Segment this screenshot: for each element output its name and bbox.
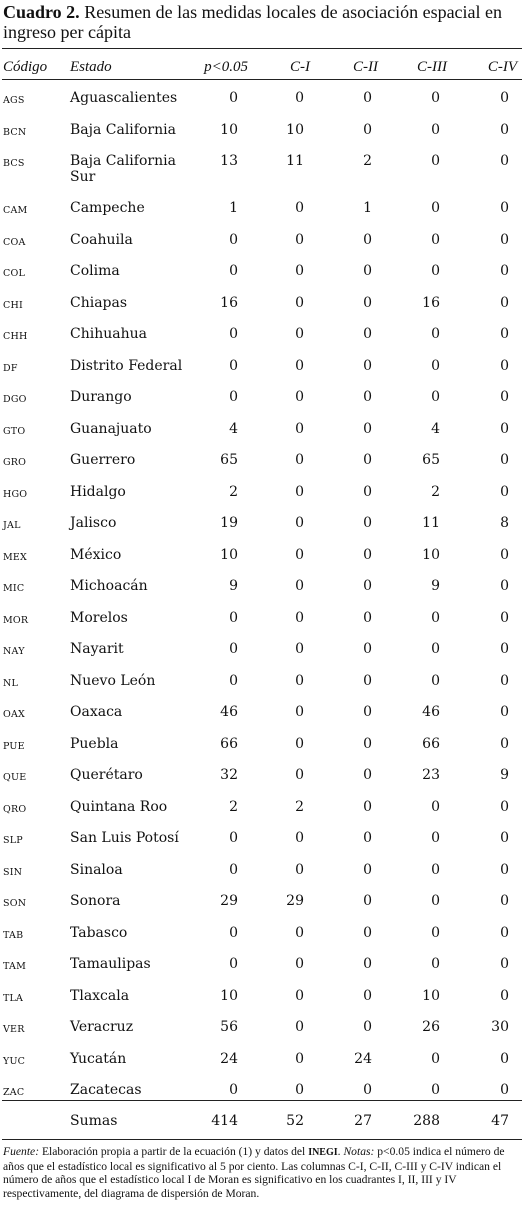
totals-c3: 288 — [413, 1113, 440, 1129]
value-c2: 0 — [363, 830, 372, 846]
value-p: 66 — [220, 735, 238, 752]
value-c2: 0 — [363, 263, 372, 279]
state-code: CHI — [3, 299, 23, 311]
value-c4: 0 — [500, 326, 509, 342]
value-c4: 0 — [500, 420, 509, 437]
state-name: Quintana Roo — [70, 798, 168, 815]
header-c4: C-IV — [487, 59, 517, 75]
value-p: 2 — [229, 798, 238, 815]
totals-c2: 27 — [354, 1113, 372, 1129]
value-c4: 0 — [500, 121, 509, 138]
value-c2: 0 — [363, 515, 372, 531]
header-state: Estado — [70, 59, 112, 75]
value-c4: 0 — [500, 231, 509, 248]
value-c1: 0 — [295, 767, 304, 783]
value-c2: 0 — [363, 767, 372, 783]
value-p: 46 — [220, 704, 238, 720]
value-c4: 0 — [500, 956, 509, 972]
value-c2: 0 — [363, 704, 372, 720]
value-c3: 0 — [431, 389, 440, 405]
value-p: 10 — [220, 121, 238, 138]
value-c2: 0 — [363, 121, 372, 138]
value-c1: 0 — [295, 672, 304, 689]
value-c1: 0 — [295, 515, 304, 531]
value-c2: 0 — [363, 389, 372, 405]
value-c3: 0 — [431, 200, 440, 216]
value-p: 10 — [220, 987, 238, 1004]
state-code: JAL — [3, 520, 21, 531]
caption-label: Cuadro 2. — [3, 2, 80, 22]
state-name: Chihuahua — [70, 326, 147, 342]
value-c3: 10 — [422, 987, 440, 1004]
value-c2: 0 — [363, 483, 372, 500]
value-p: 0 — [229, 830, 238, 846]
value-p: 24 — [220, 1050, 238, 1067]
state-name: Chiapas — [70, 294, 128, 311]
value-c2: 0 — [363, 420, 372, 437]
value-p: 0 — [229, 1082, 238, 1098]
value-c3: 0 — [431, 1050, 440, 1067]
state-code: PUE — [3, 740, 25, 752]
value-p: 0 — [229, 924, 238, 941]
state-code: NAY — [3, 646, 25, 657]
value-c3: 2 — [431, 483, 440, 500]
state-code: DF — [3, 362, 18, 374]
top-rule — [2, 48, 522, 49]
value-c2: 0 — [363, 924, 372, 941]
header-c3: C-III — [417, 59, 447, 75]
state-code: GTO — [3, 425, 26, 437]
value-p: 0 — [229, 90, 238, 106]
value-c3: 0 — [431, 956, 440, 972]
state-code: BCN — [3, 126, 27, 138]
state-name: Nuevo León — [70, 672, 156, 689]
value-c1: 0 — [295, 1050, 304, 1067]
value-c1: 0 — [295, 956, 304, 972]
state-name: Durango — [70, 389, 132, 405]
value-p: 0 — [229, 861, 238, 878]
value-p: 0 — [229, 263, 238, 279]
value-c1: 0 — [295, 1082, 304, 1098]
value-c3: 4 — [431, 420, 440, 437]
value-c2: 0 — [363, 1082, 372, 1098]
state-code: AGS — [3, 95, 25, 106]
value-c3: 0 — [431, 609, 440, 626]
state-code: COL — [3, 268, 25, 279]
table-caption — [3, 2, 523, 42]
value-c1: 0 — [295, 389, 304, 405]
value-p: 1 — [229, 200, 238, 216]
state-name: San Luis Potosí — [70, 830, 179, 846]
state-name: Michoacán — [70, 578, 148, 594]
value-c4: 0 — [500, 1082, 509, 1098]
state-code: HGO — [3, 488, 28, 500]
value-p: 0 — [229, 672, 238, 689]
value-c2: 0 — [363, 735, 372, 752]
value-c3: 9 — [431, 578, 440, 594]
value-c3: 26 — [422, 1019, 440, 1035]
value-c1: 0 — [295, 357, 304, 374]
value-c1: 0 — [295, 830, 304, 846]
value-c2: 0 — [363, 231, 372, 248]
value-c2: 1 — [363, 200, 372, 216]
value-c2: 0 — [363, 641, 372, 657]
value-c3: 0 — [431, 672, 440, 689]
value-c1: 0 — [295, 200, 304, 216]
state-code: MIC — [3, 583, 25, 594]
totals-p: 414 — [211, 1113, 238, 1129]
state-name: Baja California Sur — [70, 153, 176, 185]
notes-label: Notas: — [343, 1145, 375, 1158]
value-c1: 0 — [295, 1019, 304, 1035]
header-code: Código — [3, 59, 48, 75]
state-name: Tlaxcala — [70, 987, 130, 1004]
value-c4: 0 — [500, 483, 509, 500]
value-c2: 0 — [363, 672, 372, 689]
value-p: 10 — [220, 546, 238, 563]
value-c3: 10 — [422, 546, 440, 563]
state-name: Coahuila — [70, 231, 133, 248]
state-code: BCS — [3, 158, 25, 169]
value-c3: 0 — [431, 153, 440, 169]
value-c2: 0 — [363, 578, 372, 594]
value-p: 16 — [220, 294, 238, 311]
value-c3: 0 — [431, 90, 440, 106]
state-code: DGO — [3, 394, 27, 405]
header-rule — [2, 79, 522, 80]
value-c4: 0 — [500, 357, 509, 374]
value-c3: 0 — [431, 1082, 440, 1098]
value-c4: 0 — [500, 893, 509, 909]
value-c4: 0 — [500, 735, 509, 752]
value-c2: 0 — [363, 798, 372, 815]
state-code: MEX — [3, 551, 28, 563]
state-name: Hidalgo — [70, 483, 126, 500]
state-name: Aguascalientes — [70, 90, 178, 106]
source-label: Fuente: — [3, 1145, 40, 1158]
header-c2: C-II — [353, 59, 378, 75]
value-c2: 0 — [363, 452, 372, 468]
value-c4: 0 — [500, 452, 509, 468]
state-code: NL — [3, 677, 19, 689]
state-code: SON — [3, 898, 27, 909]
value-p: 2 — [229, 483, 238, 500]
value-c2: 0 — [363, 90, 372, 106]
value-p: 65 — [220, 452, 238, 468]
value-c1: 29 — [286, 893, 304, 909]
value-p: 9 — [229, 578, 238, 594]
value-c4: 0 — [500, 672, 509, 689]
value-c4: 0 — [500, 924, 509, 941]
state-code: CAM — [3, 205, 28, 216]
value-c3: 16 — [422, 294, 440, 311]
caption-text: Resumen de las medidas locales de asociación espacial en ingreso per cápita — [3, 2, 503, 42]
state-code: SIN — [3, 866, 23, 878]
value-c4: 0 — [500, 704, 509, 720]
source-text: Elaboración propia a partir de la ecuación (1) y datos del — [39, 1145, 309, 1158]
state-code: TLA — [3, 992, 24, 1004]
value-c4: 9 — [500, 767, 509, 783]
value-c1: 0 — [295, 609, 304, 626]
value-c4: 0 — [500, 389, 509, 405]
value-c1: 0 — [295, 294, 304, 311]
header-p: p<0.05 — [204, 59, 248, 75]
value-c3: 0 — [431, 641, 440, 657]
state-name: Querétaro — [70, 767, 143, 783]
value-c1: 0 — [295, 452, 304, 468]
value-c3: 0 — [431, 861, 440, 878]
state-code: CHH — [3, 331, 28, 342]
value-c1: 0 — [295, 578, 304, 594]
state-code: TAB — [3, 929, 24, 941]
value-c1: 0 — [295, 483, 304, 500]
value-c2: 0 — [363, 1019, 372, 1035]
state-code: VER — [3, 1024, 25, 1035]
value-c4: 0 — [500, 641, 509, 657]
state-code: OAX — [3, 709, 26, 720]
totals-label: Sumas — [70, 1113, 118, 1129]
value-c4: 0 — [500, 578, 509, 594]
state-code: QUE — [3, 772, 27, 783]
value-c1: 0 — [295, 420, 304, 437]
state-name: Morelos — [70, 609, 128, 626]
value-p: 0 — [229, 326, 238, 342]
value-c1: 0 — [295, 704, 304, 720]
value-c1: 0 — [295, 231, 304, 248]
state-name: Tamaulipas — [70, 956, 151, 972]
value-c1: 0 — [295, 326, 304, 342]
state-name: México — [70, 546, 122, 563]
value-c1: 0 — [295, 924, 304, 941]
value-c3: 0 — [431, 231, 440, 248]
value-c2: 0 — [363, 546, 372, 563]
value-p: 0 — [229, 389, 238, 405]
value-c2: 0 — [363, 326, 372, 342]
value-c2: 0 — [363, 294, 372, 311]
value-c3: 46 — [422, 704, 440, 720]
value-c4: 30 — [491, 1019, 509, 1035]
value-c4: 0 — [500, 263, 509, 279]
value-c3: 0 — [431, 326, 440, 342]
totals-c1: 52 — [286, 1113, 304, 1129]
value-c2: 2 — [363, 153, 372, 169]
value-p: 13 — [220, 153, 238, 169]
notes-text: p<0.05 indica el número de años que el estadístico local es significativo al 5 por ciento. Las columnas C-I, C-II, C-III y C-IV indican el número de años que el estadístico local I de Moran es significativo en los cuadrantes I, II, III y IV respectivamente, del diagrama de dispersión de Moran. — [3, 1145, 505, 1200]
state-name: Zacatecas — [70, 1082, 142, 1098]
state-name: Guerrero — [70, 452, 136, 468]
value-c4: 0 — [500, 609, 509, 626]
state-code: TAM — [3, 961, 27, 972]
state-code: MOR — [3, 614, 29, 626]
value-c2: 24 — [354, 1050, 372, 1067]
value-c3: 23 — [422, 767, 440, 783]
state-code: ZAC — [3, 1087, 25, 1098]
inegi-label: INEGI — [308, 1147, 338, 1158]
value-c1: 0 — [295, 90, 304, 106]
value-p: 19 — [220, 515, 238, 531]
state-code: GRO — [3, 457, 27, 468]
value-c2: 0 — [363, 861, 372, 878]
value-p: 0 — [229, 609, 238, 626]
state-name: Jalisco — [70, 515, 117, 531]
state-name: Guanajuato — [70, 420, 152, 437]
header-c1: C-I — [290, 59, 310, 75]
state-code: SLP — [3, 835, 23, 846]
value-c4: 0 — [500, 200, 509, 216]
value-p: 29 — [220, 893, 238, 909]
value-c3: 65 — [422, 452, 440, 468]
value-c1: 0 — [295, 987, 304, 1004]
state-name: Veracruz — [70, 1019, 134, 1035]
value-c4: 0 — [500, 798, 509, 815]
value-c1: 0 — [295, 641, 304, 657]
value-c4: 0 — [500, 90, 509, 106]
totals-rule — [2, 1100, 522, 1101]
state-name: Distrito Federal — [70, 357, 183, 374]
value-c3: 0 — [431, 893, 440, 909]
value-c4: 8 — [500, 515, 509, 531]
value-c2: 0 — [363, 357, 372, 374]
value-c4: 0 — [500, 546, 509, 563]
value-c3: 0 — [431, 924, 440, 941]
value-c3: 0 — [431, 121, 440, 138]
value-c3: 11 — [422, 515, 440, 531]
state-name: Tabasco — [70, 924, 128, 941]
value-c4: 0 — [500, 830, 509, 846]
state-code: QRO — [3, 803, 27, 815]
value-p: 0 — [229, 231, 238, 248]
state-name: Sonora — [70, 893, 121, 909]
state-code: YUC — [3, 1055, 26, 1067]
value-c1: 0 — [295, 861, 304, 878]
state-name: Colima — [70, 263, 120, 279]
value-c2: 0 — [363, 956, 372, 972]
value-c4: 0 — [500, 1050, 509, 1067]
value-c4: 0 — [500, 294, 509, 311]
value-p: 56 — [220, 1019, 238, 1035]
state-name: Puebla — [70, 735, 119, 752]
state-name: Yucatán — [70, 1050, 127, 1067]
totals-c4: 47 — [491, 1113, 509, 1129]
state-name: Oaxaca — [70, 704, 123, 720]
value-c4: 0 — [500, 153, 509, 169]
value-c2: 0 — [363, 987, 372, 1004]
value-p: 0 — [229, 956, 238, 972]
value-p: 0 — [229, 357, 238, 374]
value-c3: 0 — [431, 357, 440, 374]
value-p: 0 — [229, 641, 238, 657]
value-c2: 0 — [363, 609, 372, 626]
state-code: COA — [3, 236, 26, 248]
value-c3: 66 — [422, 735, 440, 752]
value-c3: 0 — [431, 830, 440, 846]
value-c2: 0 — [363, 893, 372, 909]
value-c1: 0 — [295, 263, 304, 279]
table-footnote — [3, 1145, 523, 1200]
value-c1: 10 — [286, 121, 304, 138]
state-name: Campeche — [70, 200, 145, 216]
state-name: Nayarit — [70, 641, 124, 657]
value-c4: 0 — [500, 987, 509, 1004]
value-c3: 0 — [431, 798, 440, 815]
value-c1: 11 — [286, 153, 304, 169]
value-c3: 0 — [431, 263, 440, 279]
value-c4: 0 — [500, 861, 509, 878]
value-c1: 0 — [295, 546, 304, 563]
value-c1: 0 — [295, 735, 304, 752]
state-name: Sinaloa — [70, 861, 123, 878]
state-name: Baja California — [70, 121, 176, 138]
footnote-period: . — [337, 1145, 344, 1158]
value-c1: 2 — [295, 798, 304, 815]
value-p: 4 — [229, 420, 238, 437]
bottom-rule — [2, 1139, 522, 1140]
value-p: 32 — [220, 767, 238, 783]
